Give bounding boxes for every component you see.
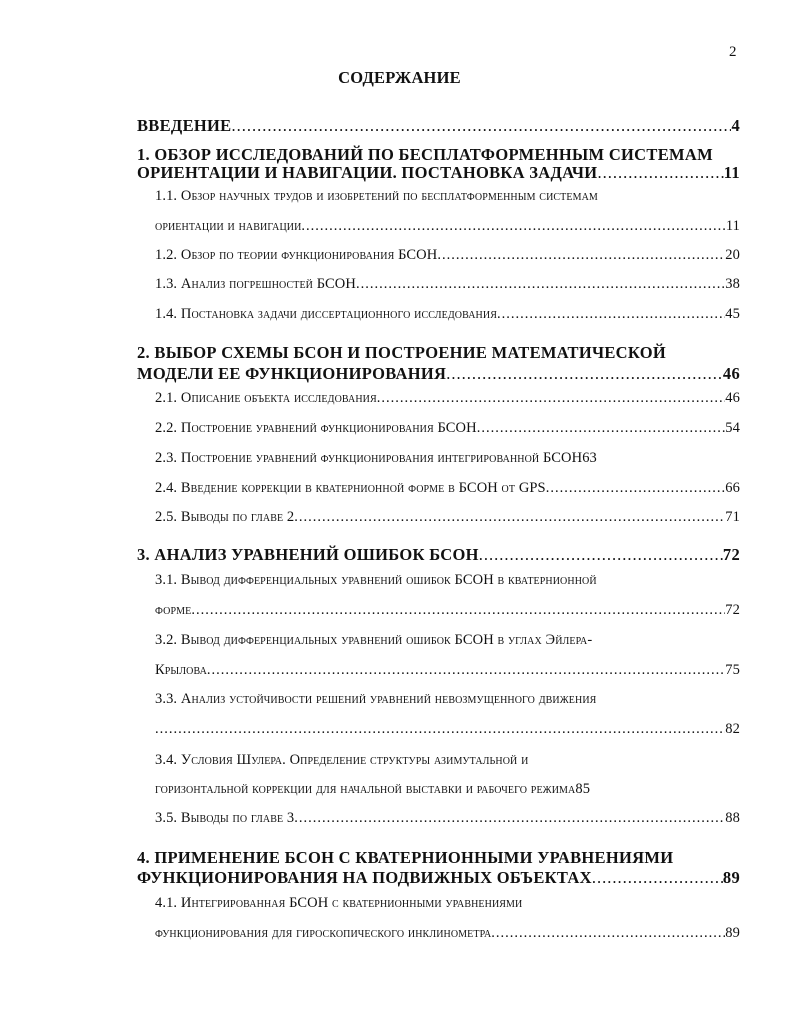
toc-leader-dots bbox=[207, 662, 725, 679]
toc-page-number: 11 bbox=[723, 163, 740, 182]
toc-leader-dots bbox=[155, 721, 725, 738]
toc-entry-title: 1.1. Обзор научных трудов и изобретений по бесплатформенным системам bbox=[155, 188, 598, 204]
toc-entry-title: 1.4. Постановка задачи диссертационного исследования bbox=[155, 306, 497, 322]
toc-section-1-4[interactable] bbox=[155, 306, 740, 323]
toc-entry-title: 1. ОБЗОР ИССЛЕДОВАНИЙ ПО БЕСПЛАТФОРМЕННЫМ СИСТЕМАМ bbox=[137, 145, 713, 164]
toc-leader-dots bbox=[479, 545, 723, 565]
toc-section-2-3[interactable] bbox=[155, 450, 740, 467]
toc-page-number: 75 bbox=[725, 662, 740, 678]
toc-chapter-3[interactable] bbox=[137, 545, 740, 565]
toc-leader-dots bbox=[377, 390, 726, 407]
toc-leader-dots bbox=[294, 509, 725, 526]
toc-leader-dots bbox=[231, 116, 731, 136]
toc-section-1-3[interactable] bbox=[155, 276, 740, 293]
toc-entry-title: ВВЕДЕНИЕ bbox=[137, 116, 232, 135]
toc-leader-dots bbox=[301, 218, 725, 235]
toc-page-number: 71 bbox=[725, 509, 740, 525]
toc-entry-title: 2.4. Введение коррекции в кватернионной форме в БСОН от GPS bbox=[155, 480, 546, 496]
toc-entry-title: горизонтальной коррекции для начальной выставки и рабочего режима85 bbox=[155, 781, 591, 797]
toc-entry-title: 3.5. Выводы по главе 3 bbox=[155, 810, 295, 826]
toc-entry-title: 1.2. Обзор по теории функционирования БСОН bbox=[155, 247, 438, 263]
toc-entry-title: ФУНКЦИОНИРОВАНИЯ НА ПОДВИЖНЫХ ОБЪЕКТАХ bbox=[137, 868, 592, 887]
toc-section-1-1-line-1[interactable] bbox=[155, 188, 740, 205]
toc-leader-dots bbox=[356, 276, 725, 293]
contents-title: СОДЕРЖАНИЕ bbox=[338, 68, 461, 87]
toc-leader-dots bbox=[294, 810, 725, 827]
toc-leader-dots bbox=[592, 868, 723, 888]
toc-chapter-2-line-1[interactable] bbox=[137, 343, 740, 363]
toc-entry-title: ориентации и навигации bbox=[155, 218, 302, 234]
toc-entry-title: 3.4. Условия Шулера. Определение структуры азимутальной и bbox=[155, 752, 529, 768]
toc-page-number: 72 bbox=[725, 602, 740, 618]
toc-section-3-4-line-1[interactable] bbox=[155, 752, 740, 769]
toc-entry-title: 2.3. Построение уравнений функционирования интегрированной БСОН63 bbox=[155, 450, 597, 466]
toc-section-4-1-line-2[interactable] bbox=[155, 925, 740, 942]
toc-section-2-4[interactable] bbox=[155, 480, 740, 497]
toc-section-3-1-line-2[interactable] bbox=[155, 602, 740, 619]
toc-leader-dots bbox=[437, 247, 725, 264]
toc-entry-title: ОРИЕНТАЦИИ И НАВИГАЦИИ. ПОСТАНОВКА ЗАДАЧИ bbox=[137, 163, 598, 182]
toc-page-number: 38 bbox=[725, 276, 740, 292]
toc-section-3-5[interactable] bbox=[155, 810, 740, 827]
toc-entry-introduction[interactable] bbox=[137, 116, 740, 136]
toc-entry-title: МОДЕЛИ ЕЕ ФУНКЦИОНИРОВАНИЯ bbox=[137, 364, 447, 383]
toc-page-number: 88 bbox=[725, 810, 740, 826]
toc-entry-title: 2. ВЫБОР СХЕМЫ БСОН И ПОСТРОЕНИЕ МАТЕМАТИЧЕСКОЙ bbox=[137, 343, 667, 362]
toc-chapter-1-line-1[interactable] bbox=[137, 145, 740, 165]
toc-section-2-5[interactable] bbox=[155, 509, 740, 526]
toc-entry-title: 3. АНАЛИЗ УРАВНЕНИЙ ОШИБОК БСОН bbox=[137, 545, 479, 564]
toc-section-3-1-line-1[interactable] bbox=[155, 572, 740, 589]
toc-entry-title: 2.1. Описание объекта исследования bbox=[155, 390, 377, 406]
toc-entry-title: 3.2. Вывод дифференциальных уравнений ошибок БСОН в углах Эйлера- bbox=[155, 632, 593, 648]
toc-entry-title: 3.3. Анализ устойчивости решений уравнений невозмущенного движения bbox=[155, 691, 597, 707]
toc-page-number: 72 bbox=[722, 545, 740, 564]
toc-section-3-2-line-2[interactable] bbox=[155, 662, 740, 679]
toc-page-number: 20 bbox=[725, 247, 740, 263]
toc-leader-dots bbox=[191, 602, 725, 619]
toc-page-number: 11 bbox=[725, 218, 740, 234]
toc-chapter-4-line-2[interactable] bbox=[137, 868, 740, 888]
toc-section-3-2-line-1[interactable] bbox=[155, 632, 740, 649]
toc-entry-title: 4.1. Интегрированная БСОН с кватернионными уравнениями bbox=[155, 895, 523, 911]
toc-section-1-1-line-2[interactable] bbox=[155, 218, 740, 235]
toc-leader-dots bbox=[446, 364, 723, 384]
toc-page-number: 66 bbox=[725, 480, 740, 496]
toc-section-3-3-line-2[interactable] bbox=[155, 721, 740, 738]
toc-entry-title: функционирования для гироскопического инклинометра bbox=[155, 925, 492, 941]
toc-entry-title: 3.1. Вывод дифференциальных уравнений ошибок БСОН в кватернионной bbox=[155, 572, 597, 588]
toc-section-1-2[interactable] bbox=[155, 247, 740, 264]
toc-chapter-4-line-1[interactable] bbox=[137, 848, 740, 868]
toc-entry-title: 1.3. Анализ погрешностей БСОН bbox=[155, 276, 356, 292]
toc-page-number: 46 bbox=[725, 390, 740, 406]
toc-page-number: 82 bbox=[725, 721, 740, 737]
toc-page-number: 45 bbox=[725, 306, 740, 322]
toc-leader-dots bbox=[546, 480, 726, 497]
toc-entry-title: 2.2. Построение уравнений функционирования БСОН bbox=[155, 420, 477, 436]
toc-section-3-4-line-2[interactable] bbox=[155, 781, 740, 798]
toc-page-number: 54 bbox=[725, 420, 740, 436]
toc-section-4-1-line-1[interactable] bbox=[155, 895, 740, 912]
toc-chapter-2-line-2[interactable] bbox=[137, 364, 740, 384]
toc-entry-title: 4. ПРИМЕНЕНИЕ БСОН С КВАТЕРНИОННЫМИ УРАВНЕНИЯМИ bbox=[137, 848, 674, 867]
toc-leader-dots bbox=[491, 925, 725, 942]
toc-entry-title: 2.5. Выводы по главе 2 bbox=[155, 509, 295, 525]
toc-page-number: 4 bbox=[731, 116, 740, 135]
toc-section-3-3-line-1[interactable] bbox=[155, 691, 740, 708]
toc-chapter-1-line-2[interactable] bbox=[137, 163, 740, 183]
toc-leader-dots bbox=[497, 306, 725, 323]
toc-section-2-2[interactable] bbox=[155, 420, 740, 437]
toc-page-number: 89 bbox=[725, 925, 740, 941]
toc-page-number: 89 bbox=[722, 868, 740, 887]
toc-entry-title: Крылова bbox=[155, 662, 207, 678]
toc-leader-dots bbox=[597, 163, 723, 183]
toc-entry-title: форме bbox=[155, 602, 192, 618]
toc-leader-dots bbox=[477, 420, 726, 437]
page-number: 2 bbox=[729, 44, 737, 60]
toc-section-2-1[interactable] bbox=[155, 390, 740, 407]
toc-page-number: 46 bbox=[722, 364, 740, 383]
